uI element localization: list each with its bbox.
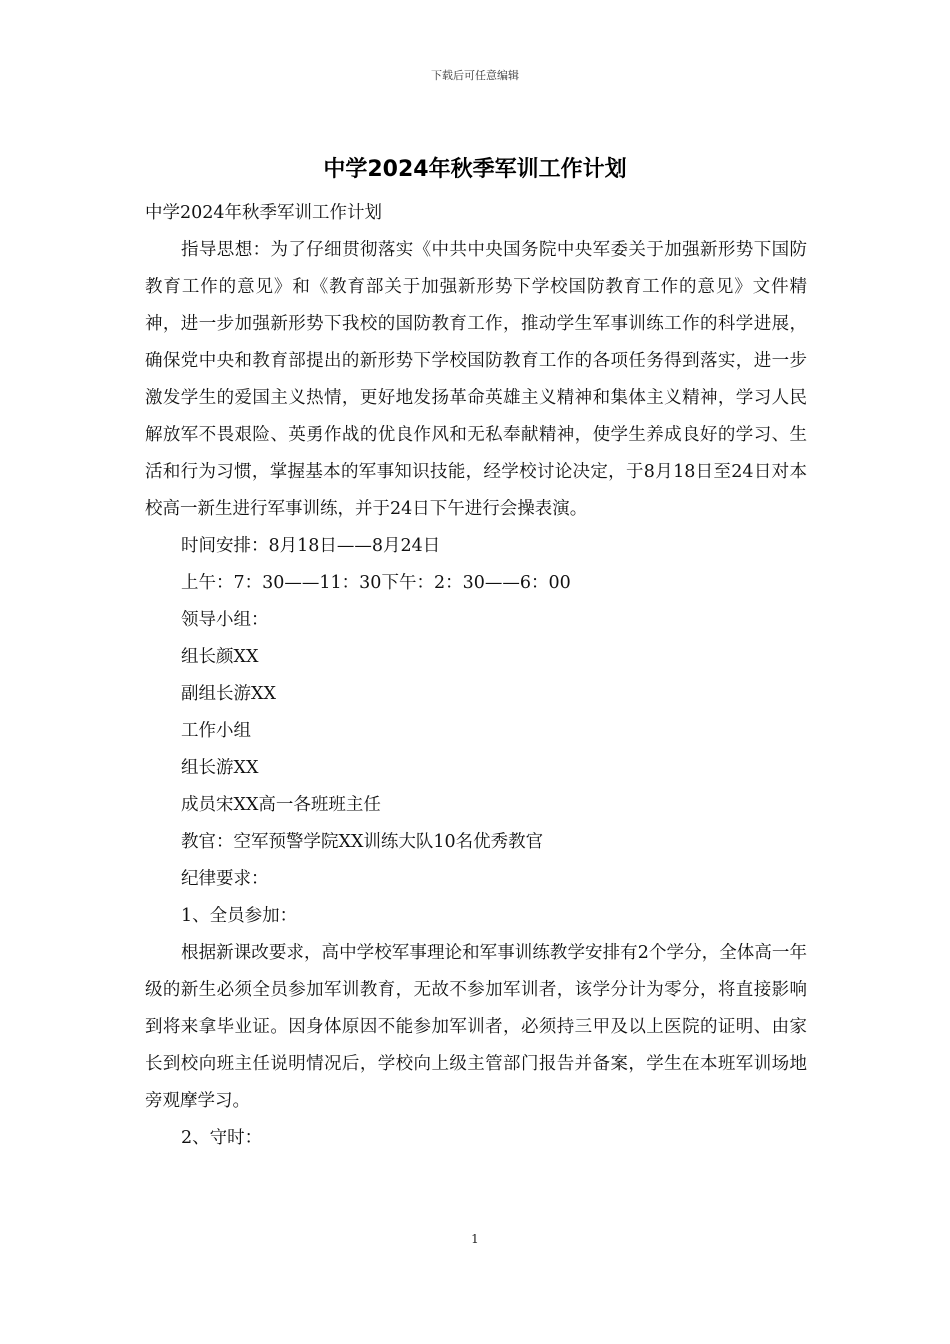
- paragraph-item1-body: 根据新课改要求，高中学校军事理论和军事训练教学安排有2个学分，全体高一年级的新生必须全员参加军训教育，无故不参加军训者，该学分计为零分，将直接影响到将来拿毕业证。因身体原因不能参加军训者，必须持三甲及以上医院的证明、由家长到校向班主任说明情况后，学校向上级主管部门报告并备案，学生在本班军训场地旁观摩学习。: [145, 943, 807, 1111]
- paragraph-members: 成员宋XX高一各班班主任: [181, 795, 381, 815]
- paragraph-work-group: 工作小组: [181, 721, 251, 741]
- document-subtitle: 中学2024年秋季军训工作计划: [145, 203, 383, 223]
- paragraph-schedule: 时间安排：8月18日——8月24日: [181, 536, 441, 556]
- header-note: 下载后可任意编辑: [431, 69, 519, 82]
- paragraph-guiding-ideology: 指导思想：为了仔细贯彻落实《中共中央国务院中央军委关于加强新形势下国防教育工作的意见》和《教育部关于加强新形势下学校国防教育工作的意见》文件精神，进一步加强新形势下我校的国防教育工作，推动学生军事训练工作的科学进展，确保党中央和教育部提出的新形势下学校国防教育工作的各项任务得到落实，进一步激发学生的爱国主义热情，更好地发扬革命英雄主义精神和集体主义精神，学习人民解放军不畏艰险、英勇作战的优良作风和无私奉献精神，使学生养成良好的学习、生活和行为习惯，掌握基本的军事知识技能，经学校讨论决定，于8月18日至24日对本校高一新生进行军事训练，并于24日下午进行会操表演。: [145, 240, 807, 519]
- paragraph-leader-group: 领导小组：: [181, 610, 269, 630]
- paragraph-vice-leader: 副组长游XX: [181, 684, 276, 704]
- paragraph-instructors: 教官：空军预警学院XX训练大队10名优秀教官: [181, 832, 544, 852]
- paragraph-item2-title: 2、守时：: [181, 1128, 263, 1148]
- paragraph-item1-title: 1、全员参加：: [181, 906, 298, 926]
- paragraph-discipline: 纪律要求：: [181, 869, 269, 889]
- document-title: 中学2024年秋季军训工作计划: [323, 157, 627, 182]
- paragraph-leader: 组长颜XX: [181, 647, 259, 667]
- paragraph-hours: 上午：7：30——11：30下午：2：30——6：00: [181, 573, 571, 593]
- document-body: [145, 195, 807, 1157]
- paragraph-work-leader: 组长游XX: [181, 758, 259, 778]
- page-number: 1: [471, 1232, 479, 1246]
